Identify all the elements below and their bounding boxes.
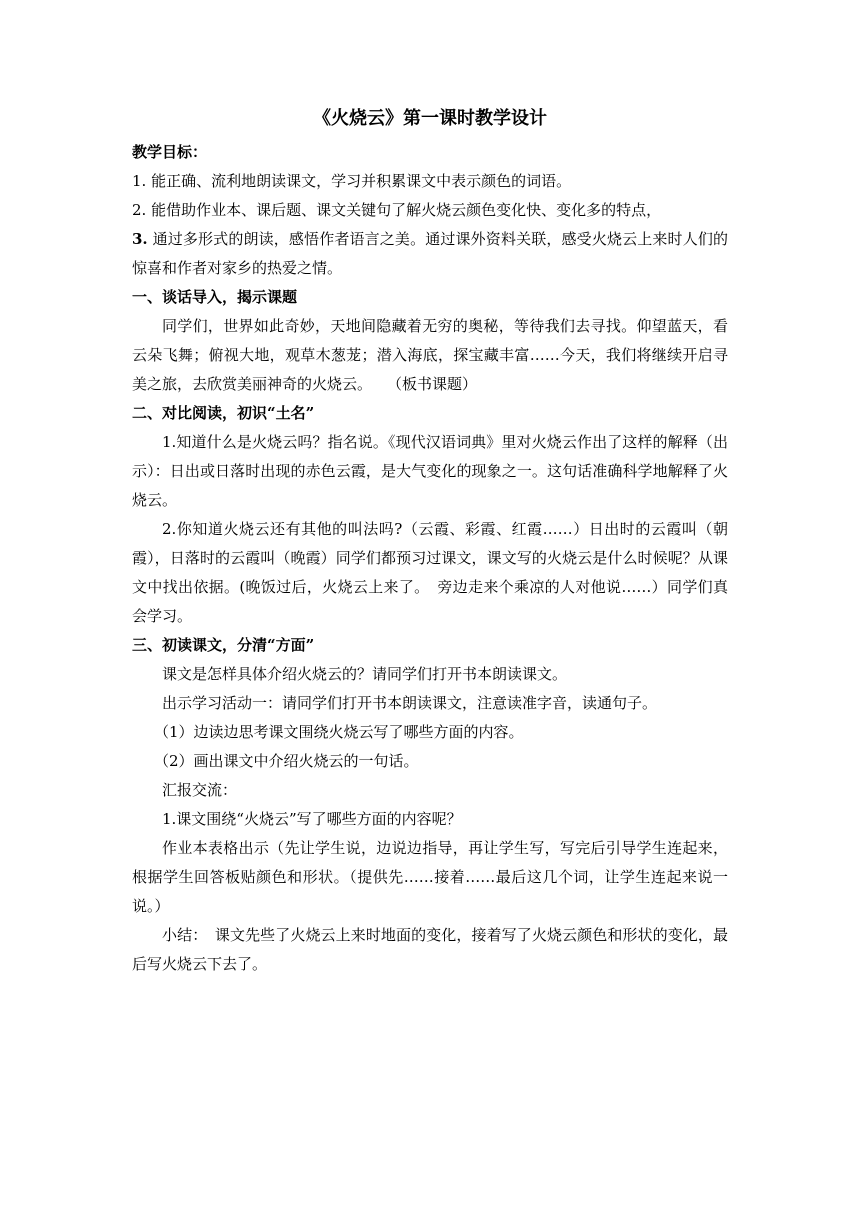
section3-summary: 小结： 课文先些了火烧云上来时地面的变化，接着写了火烧云颜色和形状的变化，最后写火烧云下去了。: [132, 926, 728, 973]
goals-heading: 教学目标：: [132, 143, 208, 161]
goal-item-3-text: 通过多形式的朗读，感悟作者语言之美。通过课外资料关联，感受火烧云上来时人们的惊喜和作者对家乡的热爱之情。: [132, 230, 728, 277]
document-title: 《火烧云》第一课时教学设计: [313, 108, 547, 129]
goal-item-2: 2. 能借助作业本、课后题、课文关键句了解火烧云颜色变化快、变化多的特点，: [132, 201, 662, 219]
document-page: [132, 104, 728, 979]
goal-item-3-number: 3.: [132, 230, 148, 248]
section3-question: 1.课文围绕“火烧云”写了哪些方面的内容呢？: [162, 810, 462, 828]
section3-report-label: 汇报交流：: [162, 781, 238, 799]
section1-paragraph: 同学们，世界如此奇妙，天地间隐藏着无穷的奥秘，等待我们去寻找。仰望蓝天，看云朵飞舞；俯视大地，观草木葱茏；潜入海底，探宝藏丰富……今天，我们将继续开启寻美之旅，去欣赏美丽神奇的火烧云。 （板书课题）: [132, 317, 728, 393]
goal-item-3: [132, 225, 728, 283]
section3-worksheet-paragraph: 作业本表格出示（先让学生说，边说边指导，再让学生写，写完后引导学生连起来，根据学生回答板贴颜色和形状。（提供先……接着……最后这几个词，让学生连起来说一说。）: [132, 839, 728, 915]
section3-paragraph-2: 出示学习活动一：请同学们打开书本朗读课文，注意读准字音，读通句子。: [162, 694, 658, 712]
section3-paragraph-1: 课文是怎样具体介绍火烧云的？请同学们打开书本朗读课文。: [162, 665, 568, 683]
goal-item-1: 1. 能正确、流利地朗读课文，学习并积累课文中表示颜色的词语。: [132, 172, 572, 190]
section2-paragraph-2: 2.你知道火烧云还有其他的叫法吗?（云霞、彩霞、红霞……）日出时的云霞叫（朝霞），日落时的云霞叫（晚霞）同学们都预习过课文，课文写的火烧云是什么时候呢？从课文中找出依据。(晚饭过后，火烧云上来了。 旁边走来个乘凉的人对他说……）同学们真会学习。: [132, 520, 728, 625]
section1-heading: 一、谈话导入，揭示课题: [132, 288, 298, 306]
section3-activity-item-2: （2）画出课文中介绍火烧云的一句话。: [154, 752, 419, 770]
section3-heading: 三、初读课文，分清“方面”: [132, 636, 315, 654]
section3-activity-item-1: （1）边读边思考课文围绕火烧云写了哪些方面的内容。: [154, 723, 524, 741]
section2-paragraph-1: 1.知道什么是火烧云吗？指名说。《现代汉语词典》里对火烧云作出了这样的解释（出示）：日出或日落时出现的赤色云霞，是大气变化的现象之一。这句话准确科学地解释了火烧云。: [132, 433, 728, 509]
section2-heading: 二、对比阅读，初识“土名”: [132, 404, 315, 422]
